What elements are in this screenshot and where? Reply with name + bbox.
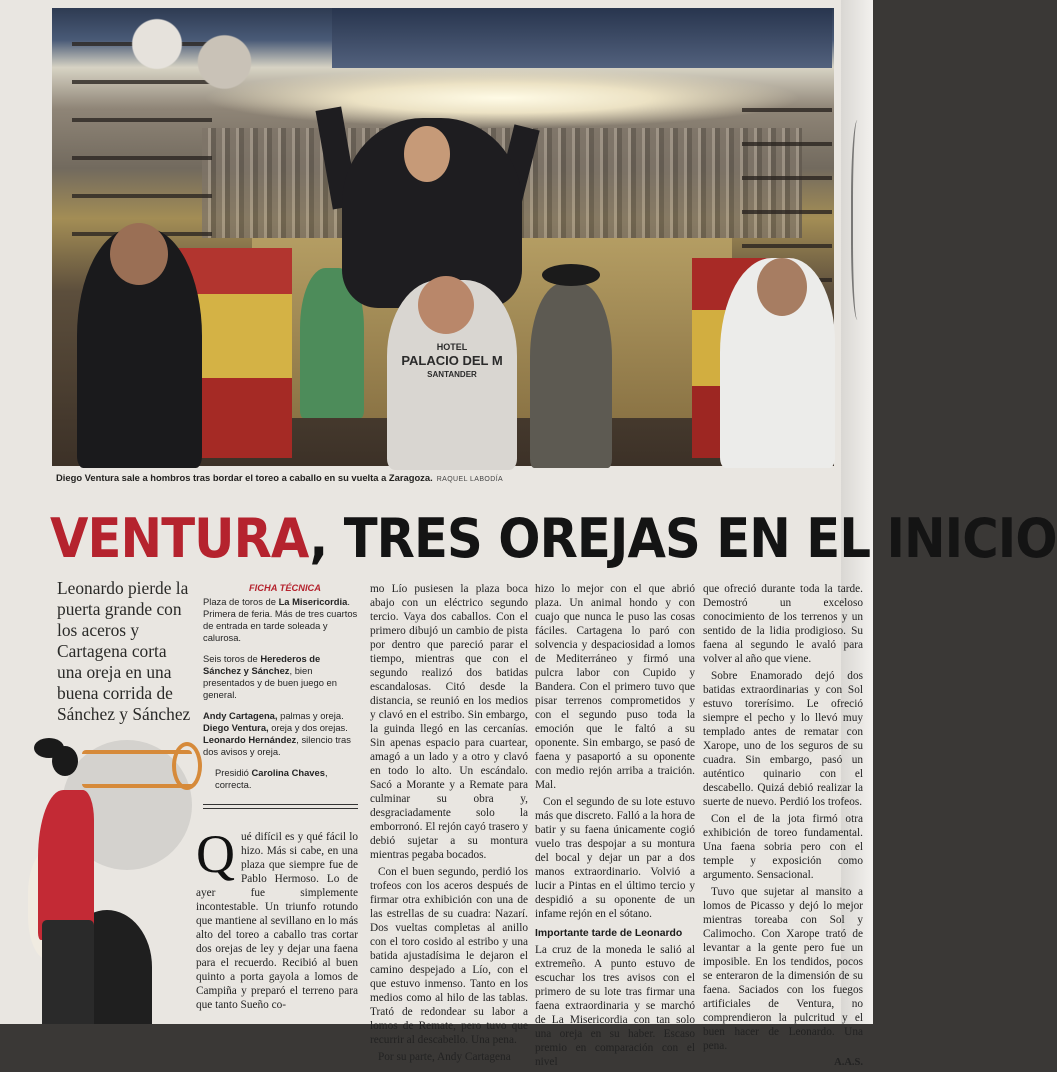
article-paragraph: mo Lío pusiesen la plaza boca abajo con un eléctrico segundo tercio. Vaya dos caballos. Con el primero dibujó un cambio de pista por dentro que pareció parar el tiempo, mientras que con el segundo realizó dos batidas escandalosas. Citó desde la distancia, se reunió en los medios y clavó en el estribo. Sin embargo, la guinda llegó en las cercanías. Sin apenas espacio para cuartear, amagó a un lado y a otro y clavó en todo lo alto. Un escándalo. Sacó a Morante y a Remate para culminar su obra y, desgraciadamente solo la emborronó. El rejón cayó trasero y debió sujetar a su montura mientras pegaba bocados. (370, 583, 528, 861)
photo-stadium-lights (202, 68, 802, 128)
photo-shirt-text (395, 340, 509, 382)
headline-red-part: VENTURA (50, 507, 310, 570)
ficha-toros-post: , bien presentados y de buen juego en general. (203, 665, 337, 700)
photo-photographer-head (757, 258, 807, 316)
shirt-text-line2: PALACIO DEL M (401, 353, 503, 368)
ficha-cartagena: Andy Cartagena, (203, 710, 278, 721)
article-paragraph: que ofreció durante toda la tarde. Demostró un exceloso conocimiento de los terrenos y un sentido de la lidia prodigioso. Su faena al segundo le avaló para volver al año que viene. (703, 583, 863, 665)
article-paragraph: Tuvo que sujetar al mansito a lomos de Picasso y dejó lo mejor mientras toreaba con Sol y Calimocho. Con Xarope trató de levantar a la gente pero fue un imposible. En los tendidos, pocos se enteraron de la dimensión de su faena. Saciados con los fuegos artificiales de Ventura, no comprendieron la pulcritud y el buen hacer de Leonardo. Una pena. (703, 886, 863, 1052)
photo-bearded-man-head (110, 223, 168, 285)
photo-credit: RAQUEL LABODÍA (436, 476, 504, 483)
article-column-3 (535, 582, 695, 1072)
ficha-presidencia (215, 767, 358, 791)
ficha-plaza-pre: Plaza de toros de (203, 596, 279, 607)
shirt-text-line1: HOTEL (436, 342, 468, 352)
ficha-tecnica (203, 582, 358, 809)
photo-torero-hat (542, 264, 600, 286)
ficha-toros (203, 653, 358, 701)
ficha-presidencia-post: , correcta. (215, 767, 328, 790)
ficha-divider (203, 804, 358, 809)
ficha-ventura: Diego Ventura, (203, 722, 269, 733)
ficha-leonardo-result: , silencio tras dos avisos y oreja. (203, 734, 351, 757)
ficha-leonardo: Leonardo Hernández (203, 734, 297, 745)
ficha-plaza-post: . Primera de feria. Más de tres cuartos de entrada en tarde soleada y calurosa. (203, 596, 358, 643)
illustration-figure-legs (42, 920, 94, 1024)
ficha-rejoneadores (203, 710, 358, 758)
photo-caption (56, 472, 826, 483)
ficha-plaza-name: La Misericordia (278, 596, 348, 607)
drop-cap: Q (196, 824, 235, 884)
article-paragraph: Por su parte, Andy Cartagena (378, 1051, 511, 1063)
article-paragraph: La cruz de la moneda le salió al extremeño. A punto estuvo de escuchar los tres avisos con el primero de su lote tras firmar una faena extraordinaria y se marchó de La Misericordia con tan solo una oreja en su haber. Escaso premio en comparación con el nivel (535, 944, 695, 1068)
caption-text: Diego Ventura sale a hombros tras bordar el toreo a caballo en su vuelta a Zaragoza. (56, 472, 433, 483)
article-subheading: Importante tarde de Leonardo (535, 928, 683, 939)
article-paragraph: Con el buen segundo, perdió los trofeos con los aceros después de firmar otra exhibición con una de las estrellas de su cuadra: Nazarí. Dos vueltas completas al anillo con el toro cosido al estribo y una batida ajustadísima le dejaron el camino despejado a Lío, con el que estuvo inmenso. Tanto en los medios como al hilo de las tablas. Trató de redondear su labor a lomos de Remate, pero tuvo que recurrir al descabello. Una pena. (370, 866, 528, 1046)
ficha-label: FICHA TÉCNICA (249, 583, 321, 593)
article-column-1 (196, 824, 358, 1015)
photo-sky (332, 8, 832, 68)
shirt-text-line3: SANTANDER (427, 370, 477, 379)
author-signature: A.A.S. (834, 1057, 863, 1068)
trumpet-bell-icon (172, 742, 202, 790)
article-paragraph: Sobre Enamorado dejó dos batidas extraordinarias y con Sol estuvo torerísimo. Le ofreció siempre el pecho y lo llevó muy templado antes de rematar con Xarope, uno de los seguros de su cuadra. Sin embargo, pasó un auténtico quinario con el descabello. Quizá debió realizar la suerte de nuevo. Perdió los trofeos. (703, 670, 863, 808)
subheadline: Leonardo pierde la puerta grande con los aceros y Cartagena corta una oreja en una buena corrida de Sánchez y Sánchez (57, 578, 191, 724)
article-paragraph: Con el segundo de su lote estuvo más que discreto. Falló a la hora de batir y su faena únicamente cogió vuelo tras despojar a su montura del bocal y dejar un par a dos manos extraordinario. Volvió a lucir a Pintas en el último tercio y despidió a su oponente de un infame rejón en el sótano. (535, 796, 695, 920)
headline-rest: , TRES OREJAS EN EL INICIO (309, 507, 1057, 570)
headline (50, 500, 1057, 578)
photo-carrier-head (418, 276, 474, 334)
ficha-ganaderia: Herederos de Sánchez y Sánchez (203, 653, 321, 676)
article-paragraph: Con el de la jota firmó otra exhibición de toreo fundamental. Una faena sobria pero con el temple y exposición como argumento. Sensacional. (703, 813, 863, 881)
photo-spectators (112, 8, 262, 128)
illustration-figure-body (38, 790, 94, 940)
ficha-cartagena-result: palmas y oreja. (277, 710, 344, 721)
ficha-plaza (203, 596, 358, 644)
main-photo (52, 8, 834, 466)
ficha-ventura-result: oreja y dos orejas. (268, 722, 348, 733)
ficha-toros-pre: Seis toros de (203, 653, 261, 664)
article-column-2 (370, 582, 528, 1067)
photo-railing-right (742, 78, 832, 288)
ficha-presidenta: Carolina Chaves (251, 767, 325, 778)
photo-diego-ventura-head (404, 126, 450, 182)
article-column-4 (703, 582, 863, 1070)
trumpet-illustration (22, 730, 190, 1024)
ficha-presidencia-pre: Presidió (215, 767, 252, 778)
article-paragraph: hizo lo mejor con el que abrió plaza. Un animal hondo y con cuajo que nunca le puso las cosas fáciles. Cartagena lo paró con solvencia y despaciosidad a lomos de Mediterráneo y firmó una pulcra labor con Cupido y Bandera. Con el primero tuvo que pisar terrenos comprometidos y con el segundo puso toda la emoción que le faltó a su oponente. Sin embargo, se pasó de faena y pasaportó a su oponente con medio rejón arriba a traición. Mal. (535, 583, 695, 791)
photo-torero (530, 283, 612, 468)
article-paragraph: ué difícil es y qué fácil lo hizo. Más si cabe, en una plaza que siempre fue de Pablo Hermoso. Lo de ayer fue simplemente incontestable. Un triunfo rotundo que mantiene al sevillano en lo más alto del toreo a caballo tras cortar dos orejas de ley y dejar una faena para el recuerdo. Recibió al buen quinto a porta gayola a lomos de Campiña y preparó el terreno para que tanto Sueño co- (196, 831, 358, 1011)
illustration-figure-head (52, 746, 78, 776)
